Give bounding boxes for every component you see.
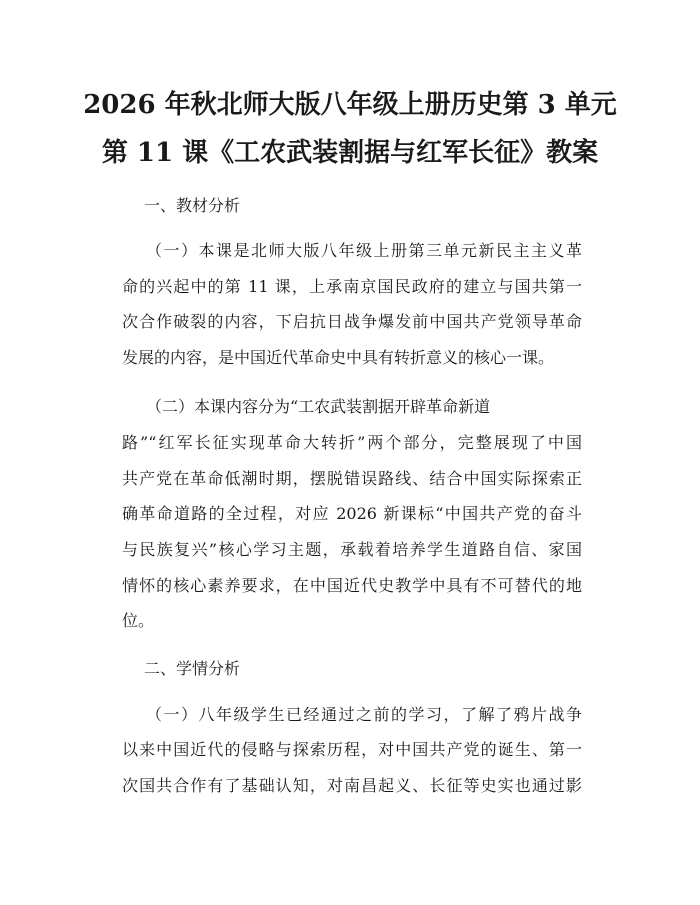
paragraph-line: 共产党在革命低潮时期，摆脱错误路线、结合中国实际探索正 [122, 469, 582, 488]
paragraph-line: 确革命道路的全过程，对应 2026 新课标“中国共产党的奋斗 [122, 504, 582, 523]
paragraph-line: 情怀的核心素养要求，在中国近代史教学中具有不可替代的地 [122, 576, 582, 595]
paragraph-line: 位。 [122, 611, 155, 630]
paragraph-line: 命的兴起中的第 11 课，上承南京国民政府的建立与国共第一 [122, 277, 582, 296]
paragraph-line: 与民族复兴”核心学习主题，承载着培养学生道路自信、家国 [122, 540, 582, 559]
paragraph-line: 发展的内容，是中国近代革命史中具有转折意义的核心一课。 [122, 348, 555, 367]
paragraph-line: （一）八年级学生已经通过之前的学习，了解了鸦片战争 [146, 705, 582, 724]
paragraph-line: 次合作破裂的内容，下启抗日战争爆发前中国共产党领导革命 [122, 312, 582, 331]
document-title-line-2: 第 11 课《工农武装割据与红军长征》教案 [101, 138, 599, 168]
document-title-line-1: 2026 年秋北师大版八年级上册历史第 3 单元 [83, 90, 617, 120]
section-heading-student-analysis: 二、学情分析 [144, 659, 241, 678]
paragraph-line: 次国共合作有了基础认知，对南昌起义、长征等史实也通过影 [122, 776, 582, 795]
paragraph-line: 以来中国近代的侵略与探索历程，对中国共产党的诞生、第一 [122, 740, 582, 759]
section-heading-textbook-analysis: 一、教材分析 [144, 196, 241, 215]
paragraph-line: 路”“红军长征实现革命大转折”两个部分，完整展现了中国 [122, 433, 582, 452]
paragraph-line: （一）本课是北师大版八年级上册第三单元新民主主义革 [146, 241, 582, 260]
paragraph-line: （二）本课内容分为“工农武装割据开辟革命新道 [146, 397, 491, 416]
